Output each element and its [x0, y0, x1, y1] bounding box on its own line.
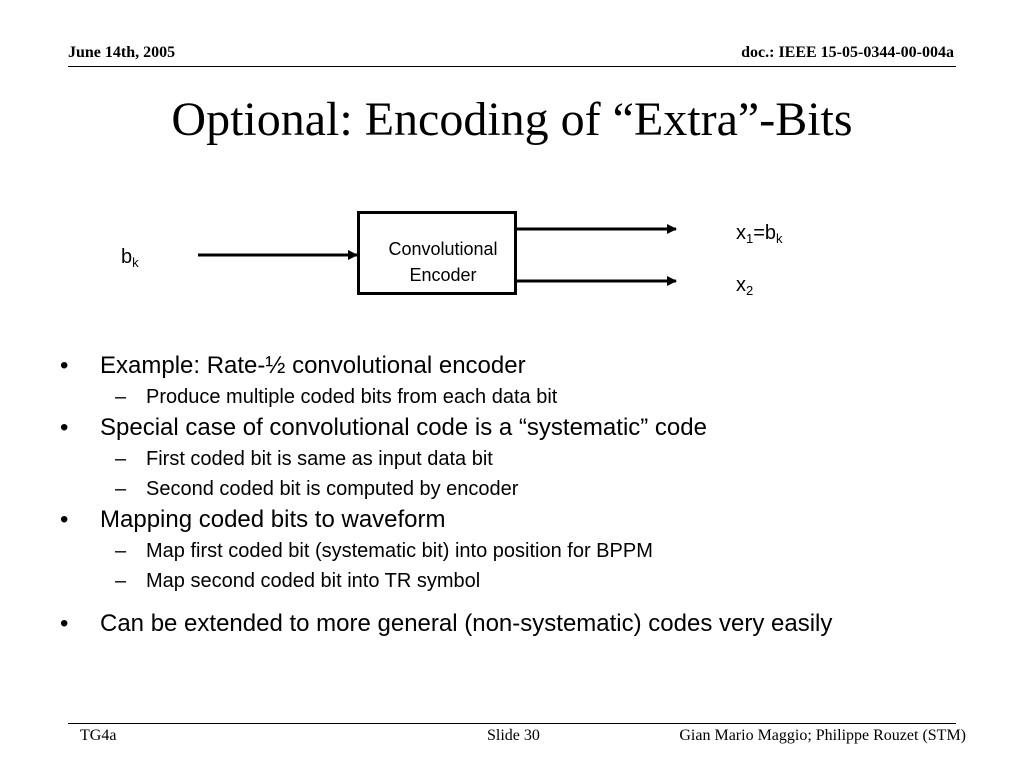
encoder-label	[357, 236, 529, 288]
sub-bullet-item: – Second coded bit is computed by encoder	[115, 478, 519, 500]
sub-bullet-item: – Map second coded bit into TR symbol	[115, 570, 481, 592]
bullet-item: • Special case of convolutional code is a “systematic” code	[60, 414, 707, 441]
input-label: $b_k$	[121, 246, 139, 270]
bullet-item: • Example: Rate-½ convolutional encoder	[60, 352, 526, 379]
output-label-2: $x_2$	[736, 274, 754, 298]
encoder-label-line2: Encoder	[409, 265, 477, 285]
encoder-label-line1: Convolutional	[388, 239, 498, 259]
slide-title: Optional: Encoding of “Extra”-Bits	[171, 93, 853, 146]
bullet-item: • Can be extended to more general (non-systematic) codes very easily	[60, 610, 833, 637]
slide-number: Slide 30	[487, 727, 540, 744]
sub-bullet-item: – Map first coded bit (systematic bit) into position for BPPM	[115, 540, 653, 562]
sub-bullet-item: – First coded bit is same as input data bit	[115, 448, 493, 470]
sub-bullet-item: – Produce multiple coded bits from each data bit	[115, 386, 558, 408]
output-label-1: $x_1=b_k$	[736, 222, 783, 246]
bullet-spacer	[60, 596, 990, 608]
bullet-item: • Mapping coded bits to waveform	[60, 506, 446, 533]
header-date: June 14th, 2005	[68, 44, 176, 61]
header-doc-id: doc.: IEEE 15-05-0344-00-004a	[741, 44, 954, 61]
footer-authors: Gian Mario Maggio; Philippe Rouzet (STM)	[679, 727, 966, 744]
footer-group: TG4a	[80, 727, 117, 744]
bullet-list	[60, 350, 990, 640]
footer-rule	[68, 723, 956, 724]
